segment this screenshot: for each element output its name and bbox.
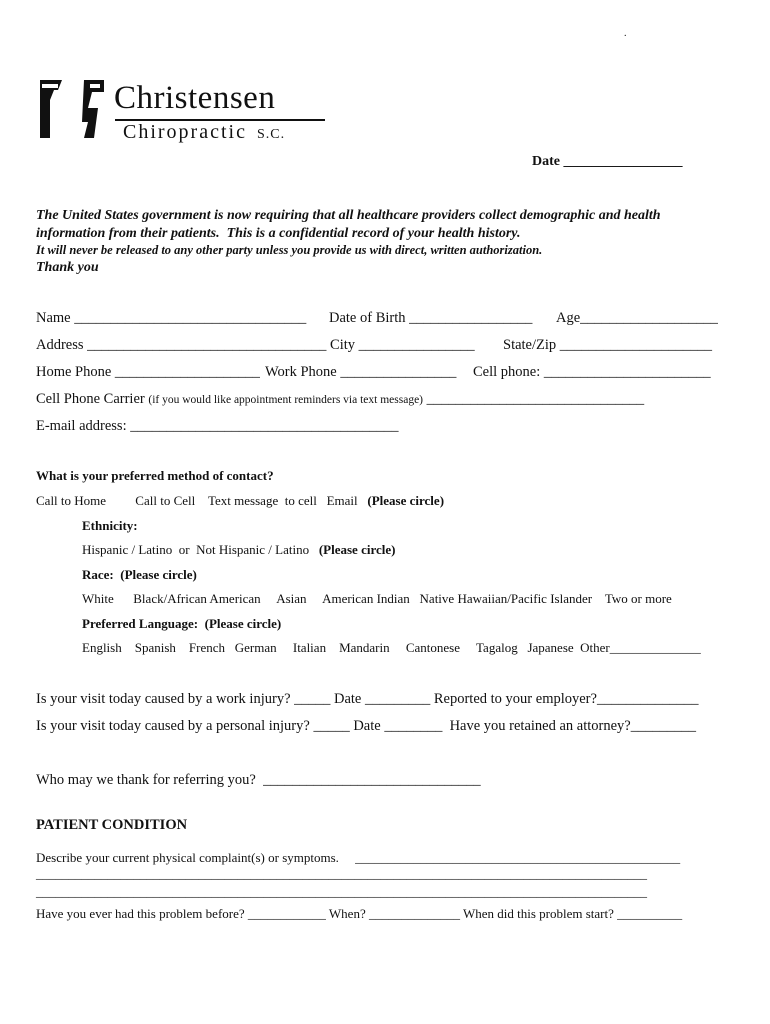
race-options[interactable]: White Black/African American Asian American Indian Native Hawaiian/Pacific Islander Two or more (82, 591, 672, 606)
cell-phone-field[interactable]: Cell phone: _______________________ (473, 364, 711, 380)
home-phone-field[interactable]: Home Phone ____________________ (36, 364, 260, 380)
corner-dot: . (624, 28, 627, 39)
age-field[interactable]: Age___________________ (556, 310, 718, 326)
carrier-label: Cell Phone Carrier (36, 391, 149, 407)
logo-suffix: S.C. (256, 127, 286, 142)
intro-line-2: information from their patients. This is a confidential record of your health history. (36, 226, 521, 241)
patient-condition-title: PATIENT CONDITION (36, 817, 188, 833)
language-label: Preferred Language: (Please circle) (82, 616, 282, 631)
complaint-line-b[interactable]: ______________________________________________________________________________________________ (36, 884, 647, 899)
logo-sub-text (123, 120, 285, 147)
contact-option-list[interactable]: Call to Home Call to Cell Text message to cell Email (36, 493, 368, 508)
contact-circle-note: (Please circle) (367, 493, 445, 508)
complaint-line-a[interactable]: ______________________________________________________________________________________________ (36, 866, 647, 881)
name-field[interactable]: Name ________________________________ (36, 310, 307, 326)
work-phone-field[interactable]: Work Phone ________________ (265, 364, 457, 380)
address-city-field[interactable]: Address _________________________________ City ________________ (36, 337, 475, 353)
carrier-note: (if you would like appointment reminders via text message) (148, 394, 424, 406)
complaint-field[interactable]: Describe your current physical complaint(s) or symptoms. __________________________________________________ (36, 850, 681, 865)
logo-subtitle: Chiropractic (123, 121, 247, 143)
ethnicity-circle-note: (Please circle) (318, 542, 396, 557)
intro-line-1: The United States government is now requiring that all healthcare providers collect demographic and health (36, 208, 661, 223)
email-field[interactable]: E-mail address: _____________________________________ (36, 418, 399, 434)
state-zip-field[interactable]: State/Zip _____________________ (503, 337, 713, 353)
carrier-line[interactable]: ______________________________ (423, 391, 645, 407)
intro-thank-you: Thank you (36, 260, 99, 275)
ethnicity-label: Ethnicity: (82, 518, 138, 533)
contact-options[interactable] (36, 493, 444, 509)
personal-injury-field[interactable]: Is your visit today caused by a personal injury? _____ Date ________ Have you retained an attorney?_________ (36, 718, 696, 734)
intro-line-3: It will never be released to any other party unless you provide us with direct, written authorization. (36, 243, 543, 257)
company-logo (38, 78, 338, 142)
cell-carrier-field[interactable] (36, 391, 644, 408)
referral-field[interactable]: Who may we thank for referring you? ______________________________ (36, 772, 481, 788)
race-label: Race: (Please circle) (82, 567, 197, 582)
ethnicity-option-list[interactable]: Hispanic / Latino or Not Hispanic / Latino (82, 542, 319, 557)
date-field[interactable]: Date _________________ (532, 154, 683, 169)
ethnicity-options[interactable] (82, 542, 395, 558)
dob-field[interactable]: Date of Birth _________________ (329, 310, 533, 326)
work-injury-field[interactable]: Is your visit today caused by a work injury? _____ Date _________ Reported to your employer?______________ (36, 691, 699, 707)
contact-question: What is your preferred method of contact? (36, 468, 274, 483)
logo-brand-text: Christensen (114, 80, 276, 116)
logo-mark-icon (38, 78, 108, 142)
problem-history-field[interactable]: Have you ever had this problem before? ____________ When? ______________ When did this problem start? __________ (36, 906, 683, 921)
language-options[interactable]: English Spanish French German Italian Mandarin Cantonese Tagalog Japanese Other______________ (82, 640, 701, 655)
